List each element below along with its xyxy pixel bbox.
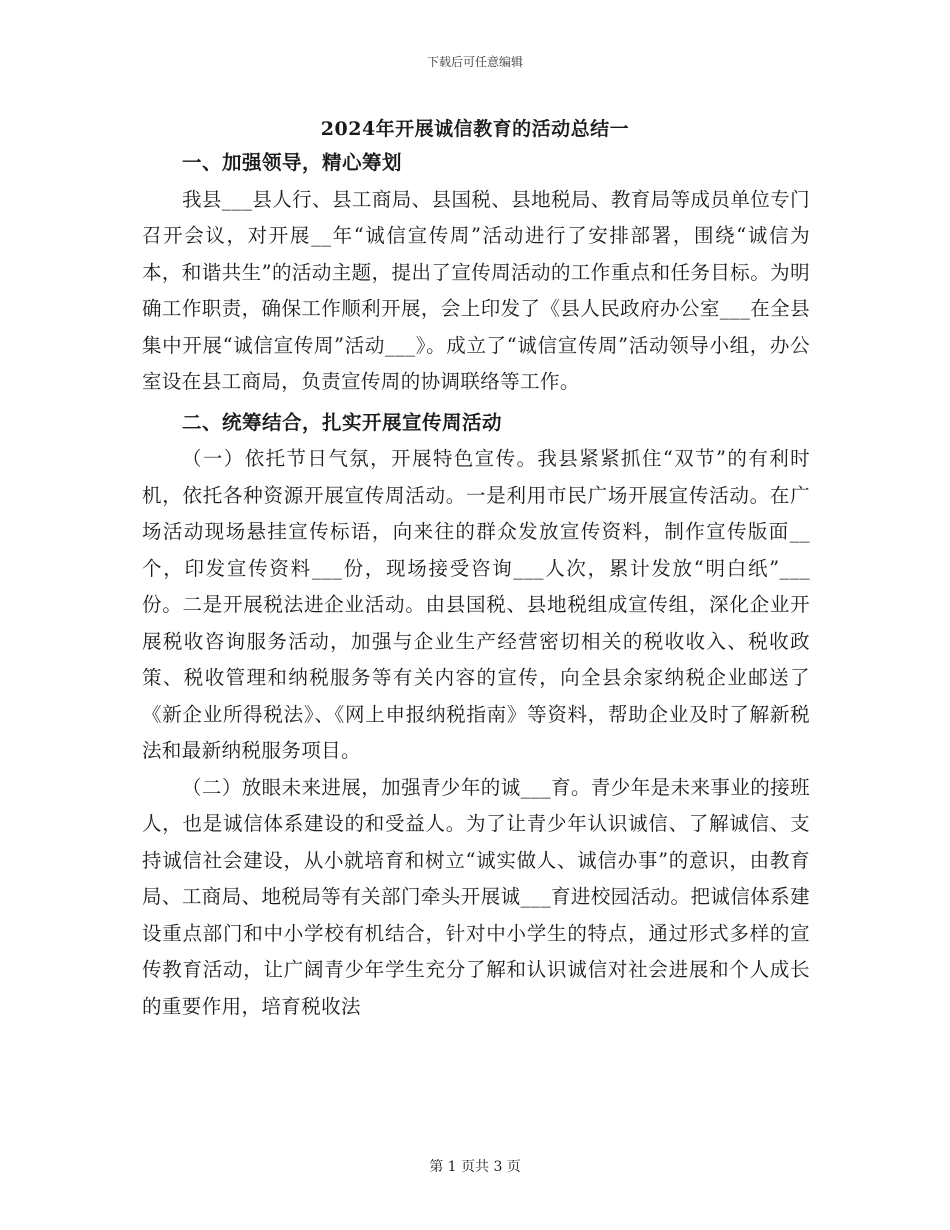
- section-heading-2: 二、统筹结合，扎实开展宣传周活动: [182, 410, 503, 434]
- document-body: [142, 145, 810, 1025]
- page-footer: 第 1 页共 3 页: [429, 1159, 521, 1175]
- section-2-paragraph-1: （一）依托节日气氛，开展特色宣传。我县紧紧抓住“双节”的有利时机，依托各种资源开展宣传周活动。一是利用市民广场开展宣传活动。在广场活动现场悬挂宣传标语，向来往的群众发放宣传资料，制作宣传版面__个，印发宣传资料___份，现场接受咨询___人次，累计发放“明白纸”___份。二是开展税法进企业活动。由县国税、县地税组成宣传组，深化企业开展税收咨询服务活动，加强与企业生产经营密切相关的税收收入、税收政策、税收管理和纳税服务等有关内容的宣传，向全县余家纳税企业邮送了《新企业所得税法》、《网上申报纳税指南》等资料，帮助企业及时了解新税法和最新纳税服务项目。: [142, 447, 810, 762]
- section-heading-1: 一、加强领导，精心筹划: [182, 151, 403, 174]
- document-title: 2024年开展诚信教育的活动总结一: [320, 118, 630, 140]
- section-1-paragraph-1: 我县___县人行、县工商局、县国税、县地税局、教育局等成员单位专门召开会议，对开展__年“诚信宣传周”活动进行了安排部署，围绕“诚信为本，和谐共生”的活动主题，提出了宣传周活动的工作重点和任务目标。为明确工作职责，确保工作顺利开展，会上印发了《县人民政府办公室___在全县集中开展“诚信宣传周”活动___》。成立了“诚信宣传周”活动领导小组，办公室设在县工商局，负责宣传周的协调联络等工作。: [142, 187, 810, 393]
- section-2-paragraph-2: （二）放眼未来进展，加强青少年的诚___育。青少年是未来事业的接班人，也是诚信体系建设的和受益人。为了让青少年认识诚信、了解诚信、支持诚信社会建设，从小就培育和树立“诚实做人、诚信办事”的意识，由教育局、工商局、地税局等有关部门牵头开展诚___育进校园活动。把诚信体系建设重点部门和中小学校有机结合，针对中小学生的特点，通过形式多样的宣传教育活动，让广阔青少年学生充分了解和认识诚信对社会进展和个人成长的重要作用，培育税收法: [142, 775, 810, 1018]
- header-note: 下载后可任意编辑: [426, 55, 523, 69]
